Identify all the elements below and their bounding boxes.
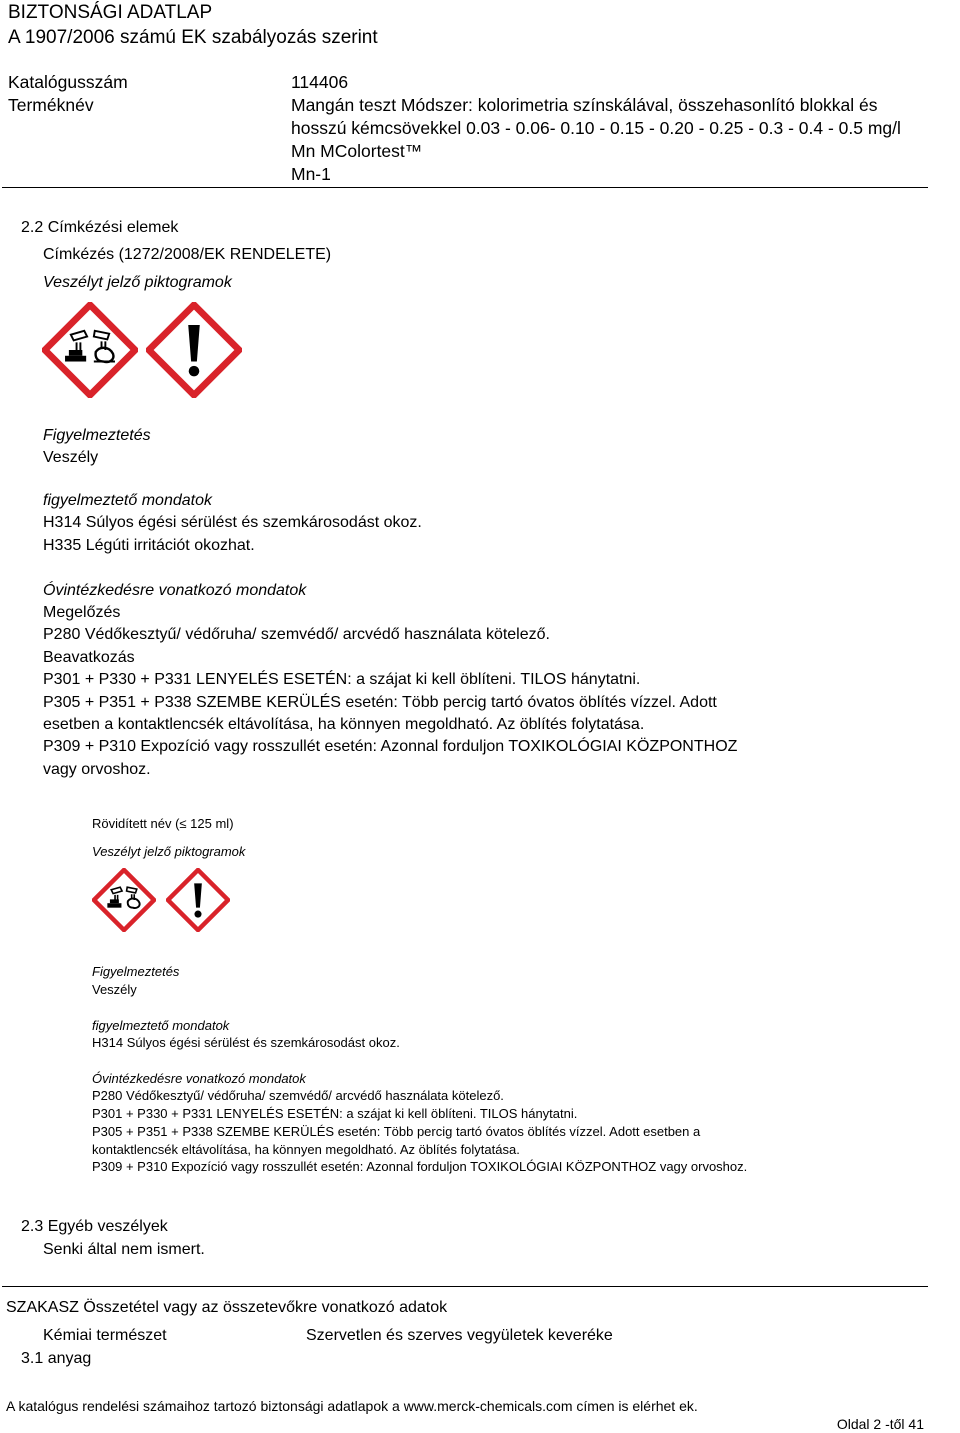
- substance-label: 3.1 anyag: [21, 1350, 92, 1367]
- document-subtitle: A 1907/2006 számú EK szabályozás szerint: [8, 27, 378, 48]
- short-signal-word-heading: Figyelmeztetés: [92, 964, 180, 979]
- signal-word-heading: Figyelmeztetés: [43, 427, 151, 444]
- catalog-label: Katalógusszám: [8, 72, 128, 92]
- corrosion-pictogram-icon: [42, 302, 138, 398]
- page-number: Oldal 2 -től 41: [836, 1416, 924, 1432]
- short-precaution-statement: P280 Védőkesztyű/ védőruha/ szemvédő/ arcvédő használata kötelező.: [92, 1088, 504, 1103]
- response-heading: Beavatkozás: [43, 649, 135, 666]
- product-line: Mangán teszt Módszer: kolorimetria színskálával, összehasonlító blokkal és: [291, 95, 878, 115]
- chemical-nature-value: Szervetlen és szerves vegyületek keveréke: [306, 1327, 613, 1344]
- footer-note: A katalógus rendelési számaihoz tartozó biztonsági adatlapok a www.merck-chemicals.com címen is elérhet ek.: [6, 1398, 698, 1414]
- section-3-heading: SZAKASZ Összetétel vagy az összetevőkre vonatkozó adatok: [6, 1299, 448, 1316]
- product-line: Mn-1: [291, 164, 331, 184]
- response-statement: vagy orvoshoz.: [43, 761, 151, 778]
- chemical-nature-label: Kémiai természet: [43, 1327, 167, 1344]
- product-line: hosszú kémcsövekkel 0.03 - 0.06- 0.10 - 0.15 - 0.20 - 0.25 - 0.3 - 0.4 - 0.5 mg/l: [291, 118, 901, 138]
- section-2-2-heading: 2.2 Címkézési elemek: [21, 219, 179, 236]
- response-statement: P309 + P310 Expozíció vagy rosszullét esetén: Azonnal forduljon TOXIKOLÓGIAI KÖZPONTHOZ: [43, 738, 738, 755]
- short-name-heading: Rövidített név (≤ 125 ml): [92, 816, 234, 831]
- hazard-statement: H335 Légúti irritációt okozhat.: [43, 537, 255, 554]
- response-statement: P305 + P351 + P338 SZEMBE KERÜLÉS esetén: Több percig tartó óvatos öblítés vízzel. Adott: [43, 694, 717, 711]
- response-statement: esetben a kontaktlencsék eltávolítása, ha könnyen megoldható. Az öblítés folytatása.: [43, 716, 645, 733]
- section-2-3-heading: 2.3 Egyéb veszélyek: [21, 1218, 168, 1235]
- short-precaution-statement: P309 + P310 Expozíció vagy rosszullét esetén: Azonnal forduljon TOXIKOLÓGIAI KÖZPONTHOZ vagy orvoshoz.: [92, 1159, 748, 1174]
- pictogram-heading: Veszélyt jelző piktogramok: [43, 274, 232, 291]
- product-label: Terméknév: [8, 95, 94, 115]
- response-statement: P301 + P330 + P331 LENYELÉS ESETÉN: a szájat ki kell öblíteni. TILOS hánytatni.: [43, 671, 641, 688]
- hazard-statement: H314 Súlyos égési sérülést és szemkárosodást okoz.: [43, 514, 422, 531]
- short-signal-word: Veszély: [92, 982, 137, 997]
- prevention-heading: Megelőzés: [43, 604, 121, 621]
- labeling-regulation: Címkézés (1272/2008/EK RENDELETE): [43, 246, 332, 263]
- exclamation-pictogram-icon: [146, 302, 242, 398]
- short-precaution-statement: P301 + P330 + P331 LENYELÉS ESETÉN: a szájat ki kell öblíteni. TILOS hánytatni.: [92, 1106, 578, 1121]
- signal-word: Veszély: [43, 449, 99, 466]
- header-divider: [2, 187, 928, 188]
- short-hazard-heading: figyelmeztető mondatok: [92, 1018, 230, 1033]
- short-precaution-heading: Óvintézkedésre vonatkozó mondatok: [92, 1071, 306, 1086]
- exclamation-pictogram-small-icon: [166, 868, 230, 932]
- short-hazard-statement: H314 Súlyos égési sérülést és szemkárosodást okoz.: [92, 1035, 400, 1050]
- prevention-statement: P280 Védőkesztyű/ védőruha/ szemvédő/ arcvédő használata kötelező.: [43, 626, 550, 643]
- precaution-heading: Óvintézkedésre vonatkozó mondatok: [43, 582, 307, 599]
- corrosion-pictogram-small-icon: [92, 868, 156, 932]
- product-line: Mn MColortest™: [291, 141, 423, 161]
- short-pictogram-heading: Veszélyt jelző piktogramok: [92, 844, 246, 859]
- catalog-value: 114406: [291, 72, 349, 92]
- document-title: BIZTONSÁGI ADATLAP: [8, 2, 213, 23]
- section-divider: [2, 1286, 928, 1287]
- section-2-3-text: Senki által nem ismert.: [43, 1241, 205, 1258]
- short-precaution-statement: kontaktlencsék eltávolítása, ha könnyen megoldható. Az öblítés folytatása.: [92, 1142, 520, 1157]
- short-precaution-statement: P305 + P351 + P338 SZEMBE KERÜLÉS esetén: Több percig tartó óvatos öblítés vízzel. Adott esetben a: [92, 1124, 701, 1139]
- hazard-heading: figyelmeztető mondatok: [43, 492, 212, 509]
